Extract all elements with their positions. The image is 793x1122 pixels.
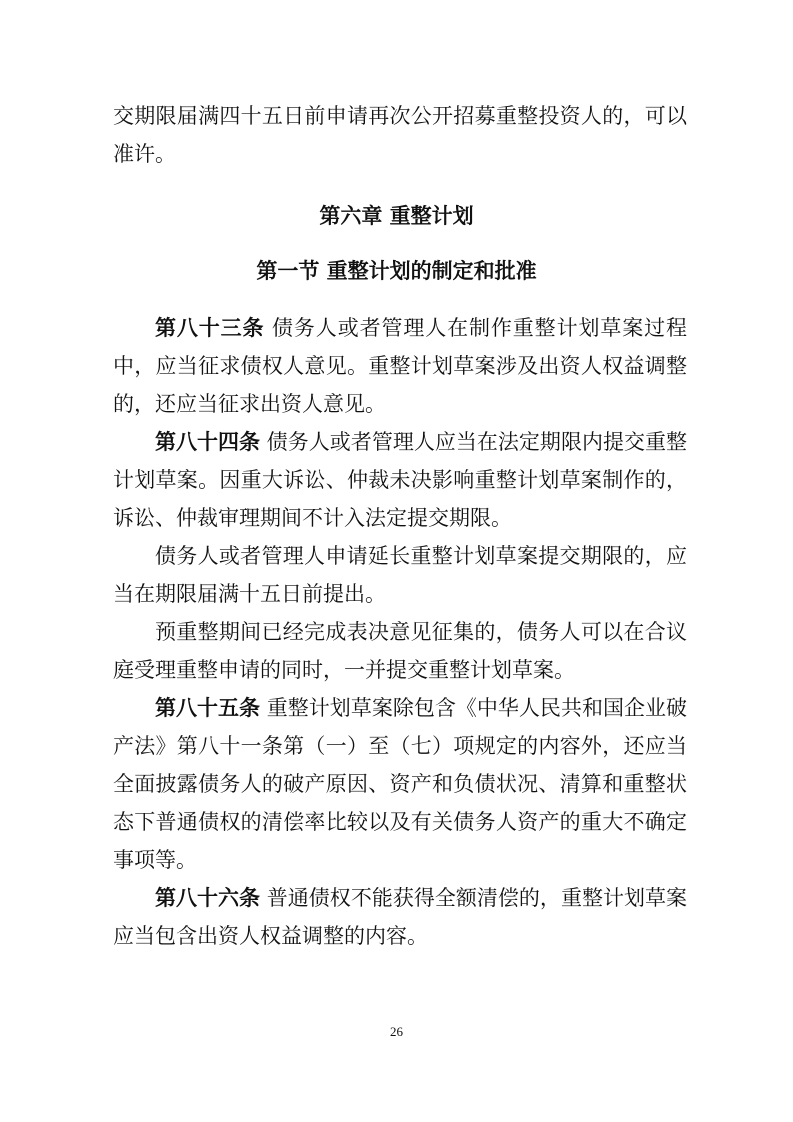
article-text: 普通债权不能获得全额清偿的，重整计划草案应当包含出资人权益调整的内容。 — [113, 886, 688, 948]
article-84-paragraph-3: 预重整期间已经完成表决意见征集的，债务人可以在合议庭受理重整申请的同时，一并提交重整计划草案。 — [113, 620, 687, 682]
article-83 — [113, 309, 687, 423]
article-86 — [113, 879, 687, 955]
articles-block — [113, 309, 687, 955]
page-number: 26 — [390, 1024, 403, 1039]
article-label: 第八十六条 — [155, 886, 261, 910]
article-text: 重整计划草案除包含《中华人民共和国企业破产法》第八十一条第（一）至（七）项规定的内容外，还应当全面披露债务人的破产原因、资产和负债状况、清算和重整状态下普通债权的清偿率比较以及有关债务人资产的重大不确定事项等。 — [113, 696, 688, 872]
section-title: 第一节 重整计划的制定和批准 — [256, 259, 537, 283]
chapter-title: 第六章 重整计划 — [319, 204, 474, 228]
article-84-paragraph-2: 债务人或者管理人申请延长重整计划草案提交期限的，应当在期限届满十五日前提出。 — [113, 544, 687, 606]
article-label: 第八十三条 — [155, 316, 265, 340]
article-84 — [113, 423, 687, 537]
article-label: 第八十四条 — [155, 430, 261, 454]
article-85 — [113, 689, 687, 879]
article-text: 债务人或者管理人在制作重整计划草案过程中，应当征求债权人意见。重整计划草案涉及出资人权益调整的，还应当征求出资人意见。 — [113, 316, 688, 416]
continuation-block — [113, 97, 687, 173]
article-text: 债务人或者管理人应当在法定期限内提交重整计划草案。因重大诉讼、仲裁未决影响重整计划草案制作的，诉讼、仲裁审理期间不计入法定提交期限。 — [113, 430, 688, 530]
continuation-paragraph: 交期限届满四十五日前申请再次公开招募重整投资人的，可以准许。 — [113, 104, 687, 166]
article-label: 第八十五条 — [155, 696, 261, 720]
